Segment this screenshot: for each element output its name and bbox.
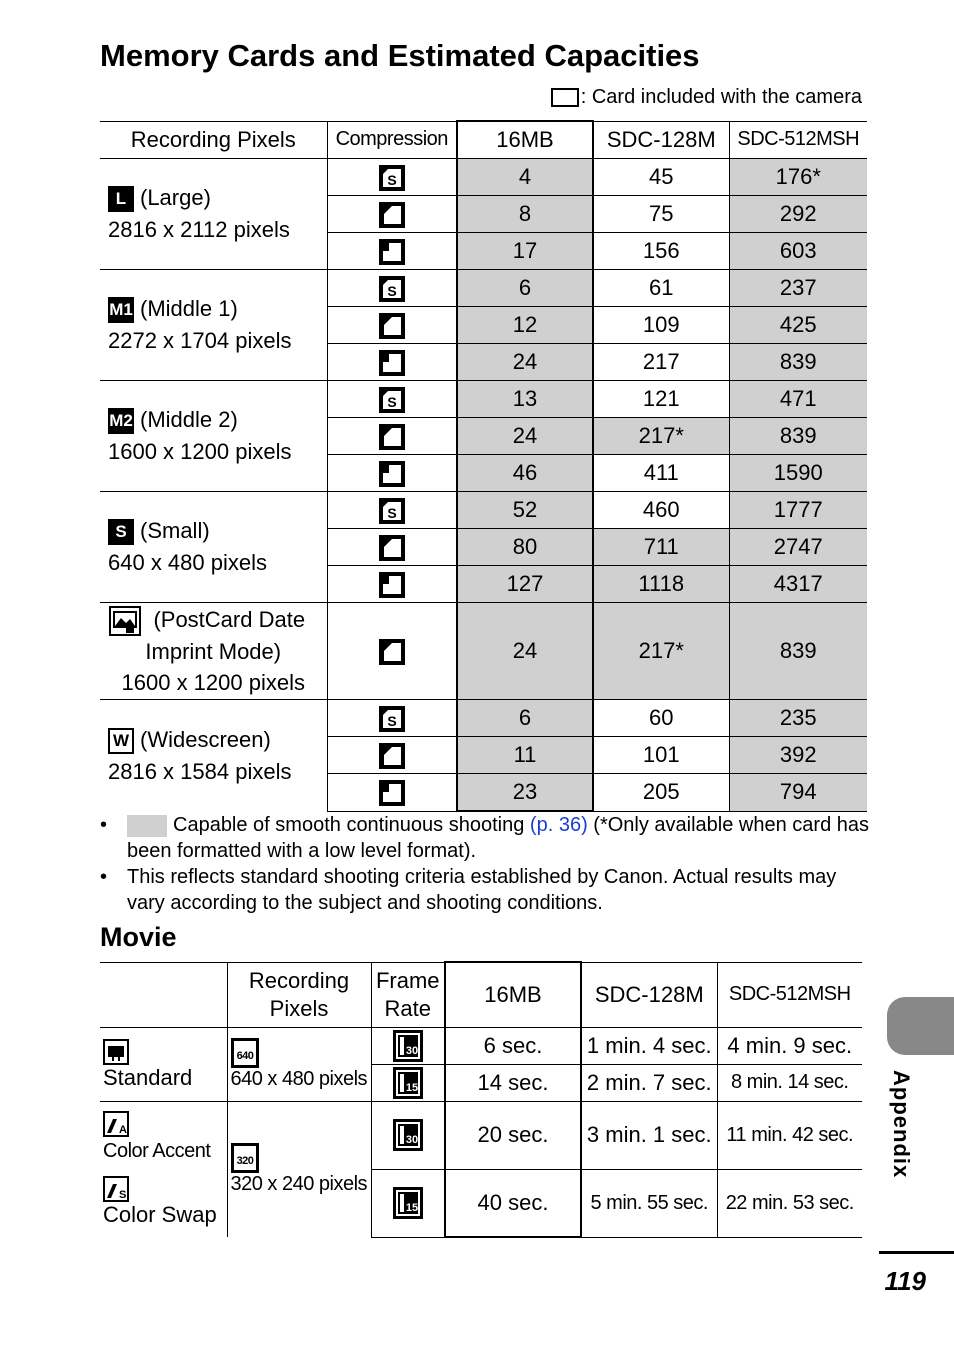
svg-text:15: 15 <box>405 1081 418 1094</box>
size-pixels: 1600 x 1200 pixels <box>121 670 305 696</box>
value-cell: 46 <box>457 455 593 492</box>
compression-fine-icon <box>327 196 457 233</box>
header-recording-pixels: Recording Pixels <box>100 121 327 159</box>
size-name: (PostCard Date <box>153 606 306 632</box>
header-sdc-128m: SDC-128M <box>593 121 729 159</box>
size-name-line2: Imprint Mode) <box>145 639 282 665</box>
value-cell: 205 <box>593 774 729 812</box>
value-cell: 425 <box>729 307 867 344</box>
value-cell: 176* <box>729 159 867 196</box>
compression-superfine-icon <box>327 700 457 737</box>
large-size-icon: L <box>108 186 134 212</box>
value-cell: 471 <box>729 381 867 418</box>
size-pixels: 2816 x 2112 pixels <box>108 217 290 242</box>
compression-normal-icon <box>327 233 457 270</box>
value-cell: 40 sec. <box>445 1169 581 1237</box>
value-cell: 13 <box>457 381 593 418</box>
table-row <box>100 700 867 737</box>
pixels-320 <box>227 1101 371 1237</box>
table-row <box>100 603 867 700</box>
value-cell: 11 min. 42 sec. <box>717 1101 862 1169</box>
middle2-size-icon: M2 <box>108 408 134 434</box>
header-sdc-128m: SDC-128M <box>581 962 717 1027</box>
value-cell: 109 <box>593 307 729 344</box>
compression-superfine-icon <box>327 159 457 196</box>
postcard-mode-icon <box>109 606 141 636</box>
note-criteria: • This reflects standard shooting criteria established by Canon. Actual results may vary according to the subject and shooting conditions. <box>100 864 870 916</box>
header-compression: Compression <box>327 121 457 159</box>
shade-swatch <box>127 815 167 837</box>
recording-pixels-postcard <box>100 603 327 700</box>
mode-label: Standard <box>103 1064 193 1090</box>
header-16mb: 16MB <box>457 121 593 159</box>
table-row <box>100 270 867 307</box>
frame-rate-15-icon <box>371 1064 445 1101</box>
value-cell: 8 <box>457 196 593 233</box>
color-accent-icon <box>103 1111 129 1137</box>
size-320-icon <box>231 1143 259 1173</box>
compression-fine-icon <box>327 307 457 344</box>
value-cell: 14 sec. <box>445 1064 581 1101</box>
mode-label: Color Swap <box>103 1202 217 1228</box>
size-name: (Widescreen) <box>140 726 271 752</box>
capacity-table <box>100 120 867 812</box>
value-cell: 24 <box>457 603 593 700</box>
value-cell: 4 min. 9 sec. <box>717 1027 862 1064</box>
value-cell: 3 min. 1 sec. <box>581 1101 717 1169</box>
value-cell: 101 <box>593 737 729 774</box>
size-pixels: 2272 x 1704 pixels <box>108 328 292 353</box>
note1-text: Capable of smooth continuous shooting <box>173 814 525 836</box>
compression-fine-icon <box>327 418 457 455</box>
pixels-label: 640 x 480 pixels <box>230 1067 368 1090</box>
compression-superfine-icon <box>327 492 457 529</box>
note-smooth-shooting <box>100 812 870 864</box>
compression-normal-icon <box>327 774 457 812</box>
value-cell: 75 <box>593 196 729 233</box>
value-cell: 839 <box>729 418 867 455</box>
header-sdc-512msh: SDC-512MSH <box>729 121 867 159</box>
value-cell: 4 <box>457 159 593 196</box>
compression-fine-icon <box>327 737 457 774</box>
middle1-size-icon: M1 <box>108 297 134 323</box>
value-cell: 156 <box>593 233 729 270</box>
frame-rate-15-icon <box>371 1169 445 1237</box>
compression-fine-icon <box>327 529 457 566</box>
small-size-icon: S <box>108 519 134 545</box>
pixels-640 <box>227 1027 371 1101</box>
value-cell: 121 <box>593 381 729 418</box>
card-legend <box>551 86 862 109</box>
compression-superfine-icon <box>327 381 457 418</box>
compression-normal-icon <box>327 566 457 603</box>
movie-standard-icon <box>103 1039 129 1065</box>
value-cell: 6 <box>457 700 593 737</box>
value-cell: 6 <box>457 270 593 307</box>
value-cell: 839 <box>729 344 867 381</box>
page-title: Memory Cards and Estimated Capacities <box>100 38 700 73</box>
header-16mb: 16MB <box>445 962 581 1027</box>
svg-text:A: A <box>119 1124 127 1137</box>
header-sdc-512msh: SDC-512MSH <box>717 962 862 1027</box>
capacity-header-row <box>100 121 867 159</box>
value-cell: 23 <box>457 774 593 812</box>
movie-header-row <box>100 962 862 1027</box>
value-cell: 235 <box>729 700 867 737</box>
value-cell: 20 sec. <box>445 1101 581 1169</box>
value-cell: 1 min. 4 sec. <box>581 1027 717 1064</box>
value-cell: 52 <box>457 492 593 529</box>
size-pixels: 2816 x 1584 pixels <box>108 758 292 784</box>
value-cell: 1590 <box>729 455 867 492</box>
recording-pixels-middle1 <box>100 270 327 381</box>
value-cell: 45 <box>593 159 729 196</box>
value-cell: 711 <box>593 529 729 566</box>
size-name: (Large) <box>140 185 211 210</box>
svg-text:S: S <box>119 1189 127 1202</box>
header-recording-pixels: Recording Pixels <box>227 962 371 1027</box>
mode-label: Color Accent <box>103 1140 211 1163</box>
value-cell: 127 <box>457 566 593 603</box>
note1-text-b: (*Only available when card has been formatted with a low level format). <box>127 814 869 862</box>
value-cell: 603 <box>729 233 867 270</box>
value-cell: 292 <box>729 196 867 233</box>
table-row <box>100 159 867 196</box>
size-name: (Small) <box>140 518 210 543</box>
card-legend-text: : Card included with the camera <box>580 86 862 108</box>
value-cell: 60 <box>593 700 729 737</box>
compression-superfine-icon <box>327 270 457 307</box>
table-row <box>100 1101 862 1169</box>
value-cell: 61 <box>593 270 729 307</box>
table-row <box>100 1027 862 1064</box>
value-cell: 1777 <box>729 492 867 529</box>
value-cell: 11 <box>457 737 593 774</box>
value-cell: 411 <box>593 455 729 492</box>
compression-fine-icon <box>327 603 457 700</box>
value-cell: 217* <box>593 418 729 455</box>
value-cell: 2 min. 7 sec. <box>581 1064 717 1101</box>
size-name: (Middle 2) <box>140 407 238 432</box>
value-cell: 8 min. 14 sec. <box>717 1064 862 1101</box>
size-pixels: 1600 x 1200 pixels <box>108 439 292 464</box>
svg-text:320: 320 <box>236 1154 253 1167</box>
value-cell: 392 <box>729 737 867 774</box>
value-cell: 237 <box>729 270 867 307</box>
svg-text:30: 30 <box>405 1134 418 1146</box>
value-cell: 1118 <box>593 566 729 603</box>
value-cell: 24 <box>457 418 593 455</box>
svg-text:15: 15 <box>405 1202 418 1214</box>
color-swap-icon <box>103 1176 129 1202</box>
value-cell: 2747 <box>729 529 867 566</box>
recording-pixels-widescreen <box>100 700 327 812</box>
svg-text:30: 30 <box>405 1044 418 1057</box>
value-cell: 17 <box>457 233 593 270</box>
header-frame-rate: Frame Rate <box>371 962 445 1027</box>
table-notes <box>100 812 870 916</box>
mode-color-accent-swap <box>100 1101 227 1237</box>
movie-heading: Movie <box>100 922 177 952</box>
compression-normal-icon <box>327 344 457 381</box>
side-label <box>880 1070 940 1190</box>
value-cell: 24 <box>457 344 593 381</box>
value-cell: 22 min. 53 sec. <box>717 1169 862 1237</box>
value-cell: 217* <box>593 603 729 700</box>
card-included-box-icon <box>551 88 579 107</box>
recording-pixels-small <box>100 492 327 603</box>
mode-standard <box>100 1027 227 1101</box>
page-link[interactable]: (p. 36) <box>529 814 588 836</box>
value-cell: 794 <box>729 774 867 812</box>
page-number: 119 <box>884 1266 926 1296</box>
svg-text:640: 640 <box>236 1049 253 1062</box>
value-cell: 4317 <box>729 566 867 603</box>
recording-pixels-large <box>100 159 327 270</box>
frame-rate-30-icon <box>371 1101 445 1169</box>
size-pixels: 640 x 480 pixels <box>108 550 267 575</box>
movie-table <box>100 961 862 1238</box>
value-cell: 6 sec. <box>445 1027 581 1064</box>
value-cell: 5 min. 55 sec. <box>581 1169 717 1237</box>
appendix-label: Appendix <box>889 1070 914 1179</box>
recording-pixels-middle2 <box>100 381 327 492</box>
size-640-icon <box>231 1038 259 1068</box>
value-cell: 12 <box>457 307 593 344</box>
widescreen-size-icon: W <box>108 728 134 754</box>
table-row <box>100 492 867 529</box>
size-name: (Middle 1) <box>140 296 238 321</box>
header-mode <box>100 962 227 1027</box>
page-number-rule <box>879 1251 954 1254</box>
appendix-tab <box>887 997 954 1055</box>
value-cell: 839 <box>729 603 867 700</box>
pixels-label: 320 x 240 pixels <box>230 1172 368 1195</box>
frame-rate-30-icon <box>371 1027 445 1064</box>
value-cell: 80 <box>457 529 593 566</box>
table-row <box>100 381 867 418</box>
value-cell: 217 <box>593 344 729 381</box>
value-cell: 460 <box>593 492 729 529</box>
compression-normal-icon <box>327 455 457 492</box>
